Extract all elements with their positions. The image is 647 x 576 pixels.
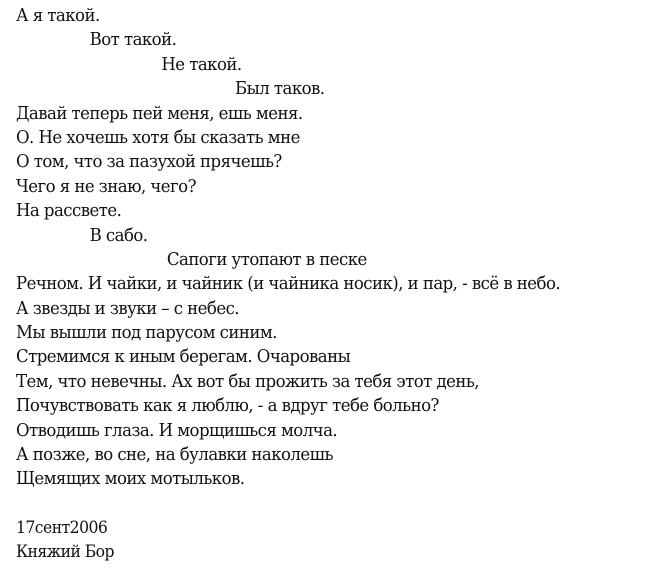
poem-line: Чего я не знаю, чего? <box>16 175 196 197</box>
poem-line: О том, что за пазухой прячешь? <box>16 151 282 173</box>
poem-line: О. Не хочешь хотя бы сказать мне <box>16 126 300 148</box>
poem-text <box>16 4 636 565</box>
poem-line: Сапоги утопают в песке <box>166 248 367 270</box>
poem-line: А позже, во сне, на булавки наколешь <box>16 444 333 466</box>
poem-line: Вот такой. <box>89 29 177 51</box>
poem-line: На рассвете. <box>16 200 122 222</box>
poem-place: Княжий Бор <box>16 542 115 563</box>
poem-line: А звезды и звуки – с небес. <box>16 297 240 319</box>
poem-date: 17сент2006 <box>16 517 108 538</box>
poem-line: Не такой. <box>161 53 242 75</box>
poem-line: Мы вышли под парусом синим. <box>16 322 277 344</box>
poem-line: Давай теперь пей меня, ешь меня. <box>16 102 303 124</box>
poem-line: Был таков. <box>234 78 325 100</box>
poem-line: Почувствовать как я люблю, - а вдруг тебе больно? <box>16 395 439 417</box>
poem-line: Речном. И чайки, и чайник (и чайника носик), и пар, - всё в небо. <box>16 273 561 295</box>
poem-line: Стремимся к иным берегам. Очарованы <box>16 346 351 368</box>
poem-line: В сабо. <box>89 224 148 246</box>
poem-line: А я такой. <box>16 5 100 26</box>
poem-line: Отводишь глаза. И морщишься молча. <box>16 419 338 441</box>
poem-line: Тем, что невечны. Ах вот бы прожить за тебя этот день, <box>16 370 480 392</box>
stanza-gap <box>16 492 636 516</box>
poem-line: Щемящих моих мотыльков. <box>16 468 245 490</box>
